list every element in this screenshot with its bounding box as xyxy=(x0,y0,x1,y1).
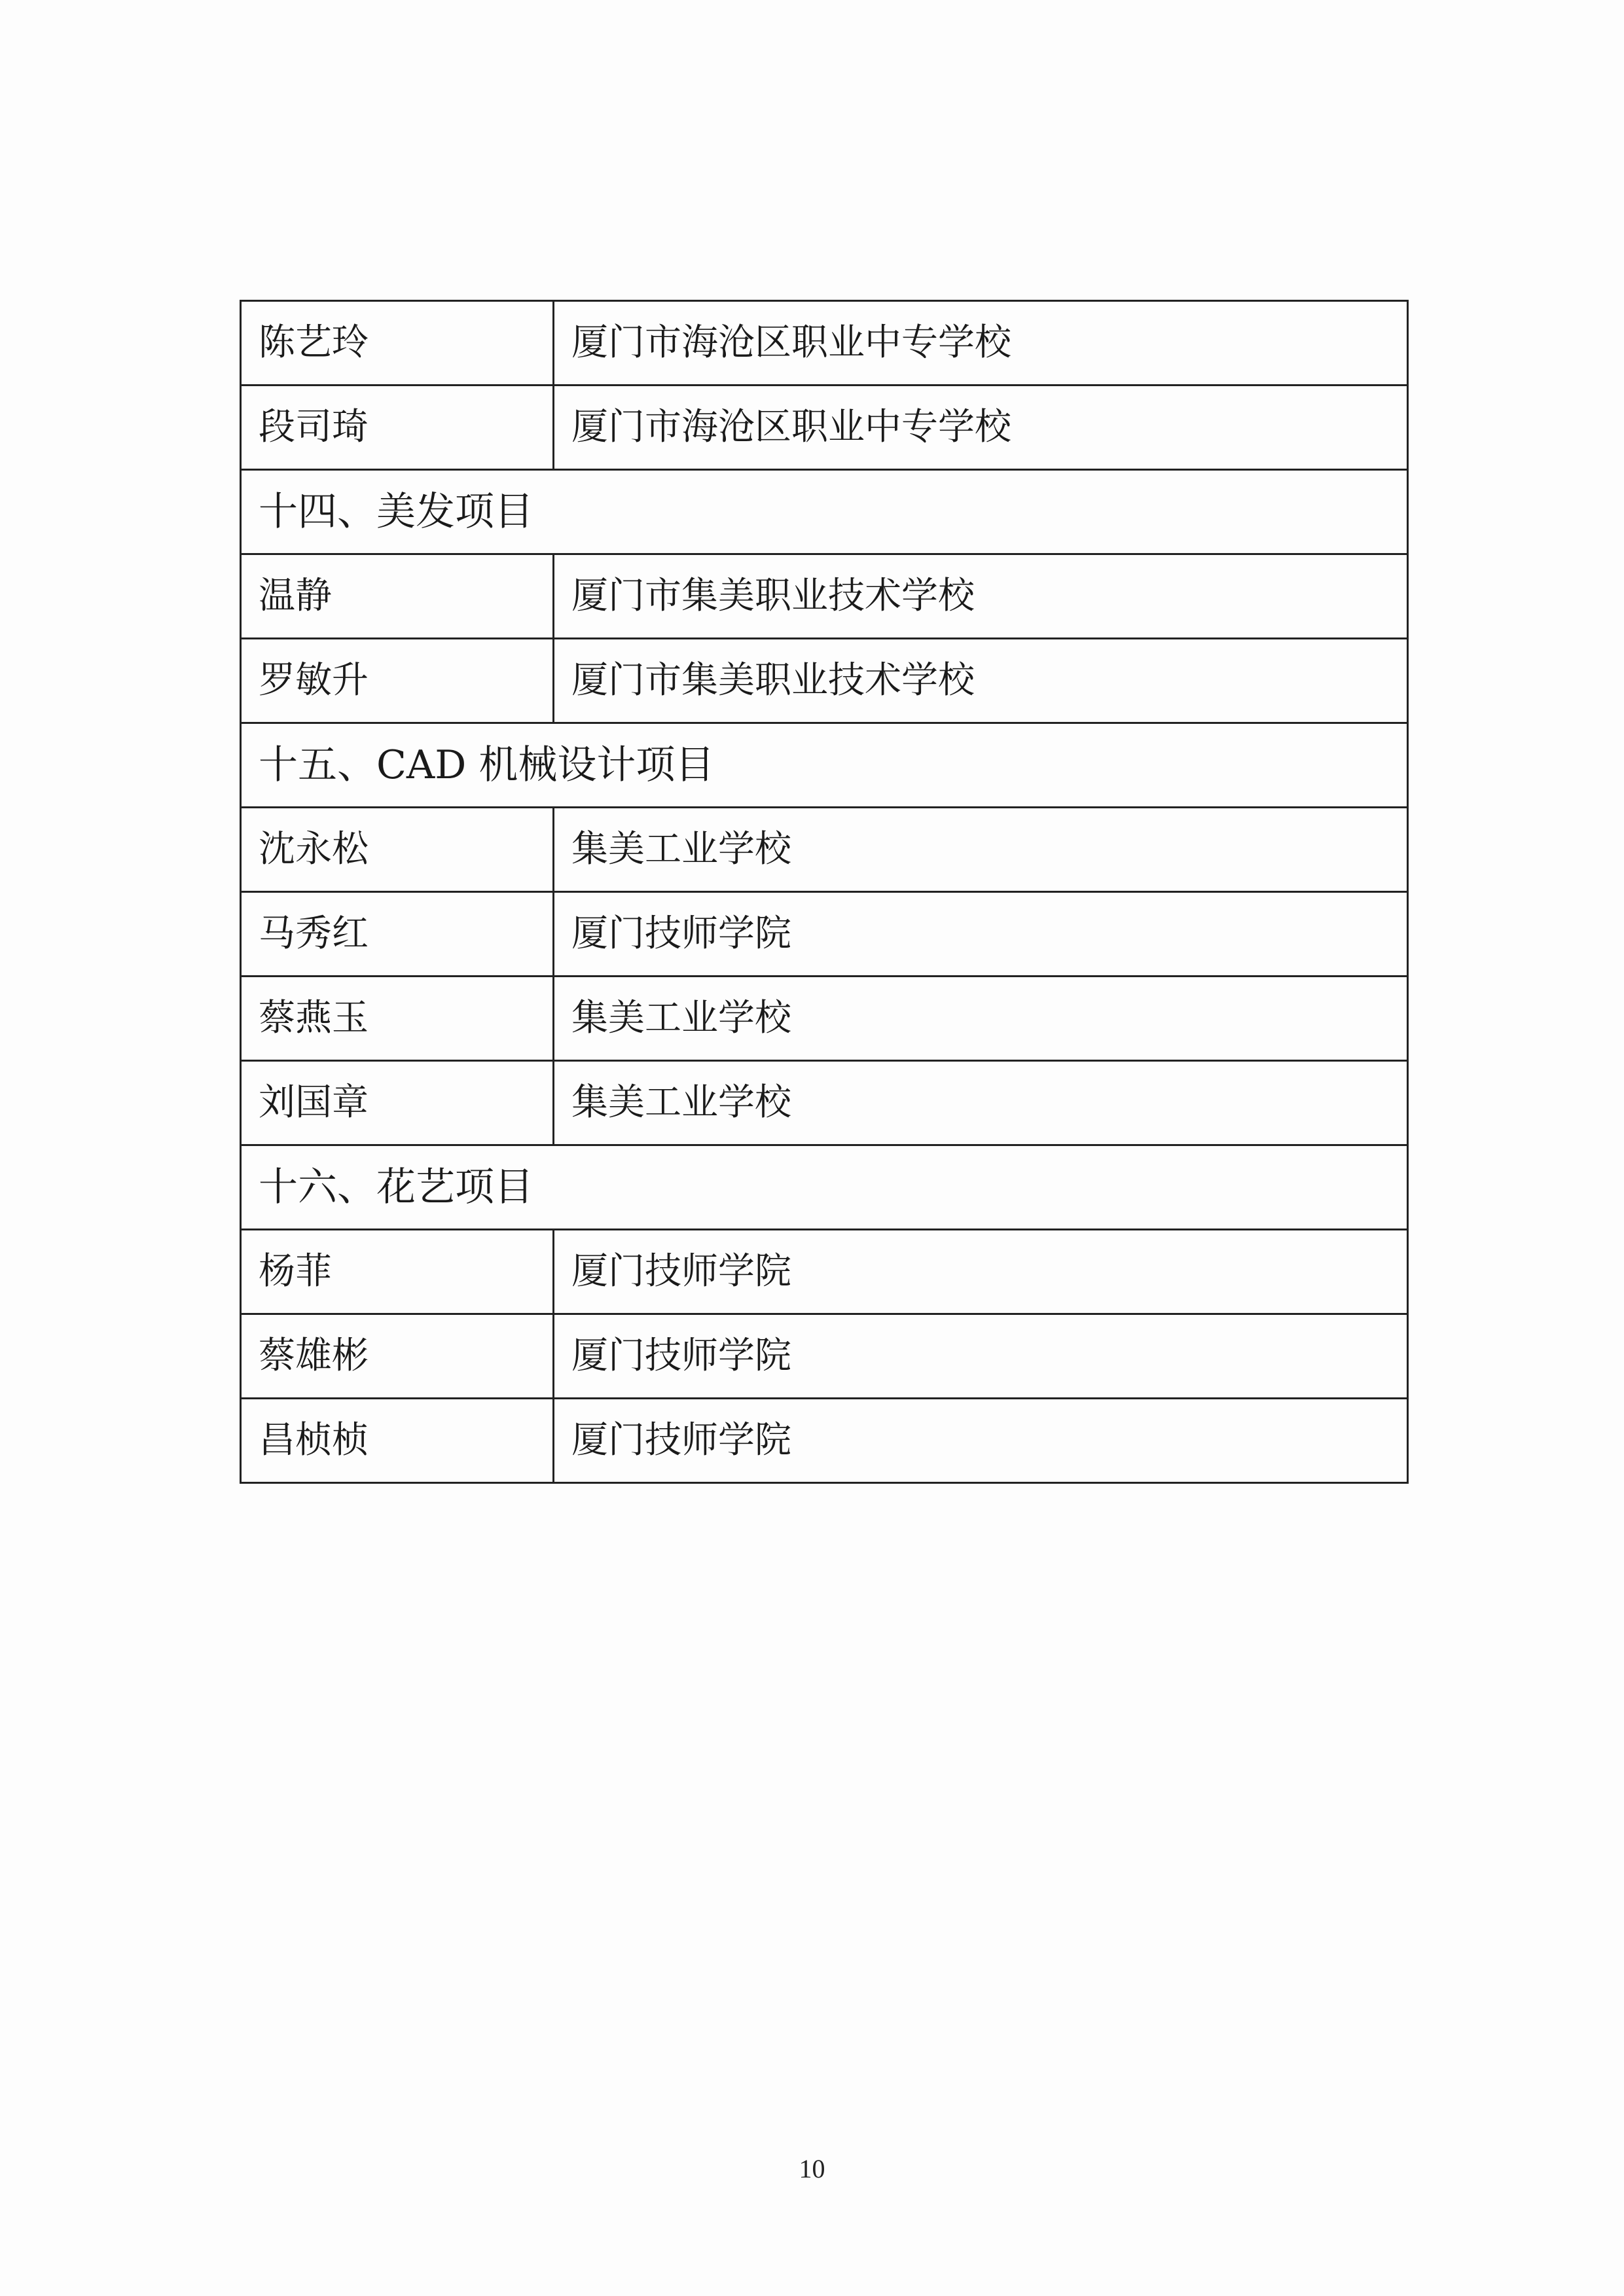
school-name: 厦门技师学院 xyxy=(554,892,1408,977)
table-row xyxy=(241,1061,1408,1145)
table-row xyxy=(241,977,1408,1061)
school-name: 集美工业学校 xyxy=(554,977,1408,1061)
table-row xyxy=(241,1230,1408,1314)
section-header-row xyxy=(241,1145,1408,1230)
table-row xyxy=(241,554,1408,639)
section-title: 十五、CAD 机械设计项目 xyxy=(241,723,1408,808)
person-name: 马秀红 xyxy=(241,892,554,977)
school-name: 厦门市海沧区职业中专学校 xyxy=(554,386,1408,470)
school-name: 厦门技师学院 xyxy=(554,1314,1408,1399)
person-name: 刘国章 xyxy=(241,1061,554,1145)
section-title: 十六、花艺项目 xyxy=(241,1145,1408,1230)
person-name: 罗敏升 xyxy=(241,639,554,723)
school-name: 厦门技师学院 xyxy=(554,1230,1408,1314)
table-row xyxy=(241,808,1408,892)
section-title: 十四、美发项目 xyxy=(241,470,1408,554)
person-name: 沈永松 xyxy=(241,808,554,892)
section-header-row xyxy=(241,723,1408,808)
person-name: 杨菲 xyxy=(241,1230,554,1314)
school-name: 厦门市海沧区职业中专学校 xyxy=(554,301,1408,386)
roster-table-body xyxy=(241,301,1408,1483)
person-name: 蔡燕玉 xyxy=(241,977,554,1061)
person-name: 温静 xyxy=(241,554,554,639)
person-name: 陈艺玲 xyxy=(241,301,554,386)
page-number: 10 xyxy=(799,2154,825,2183)
table-row xyxy=(241,386,1408,470)
school-name: 厦门市集美职业技术学校 xyxy=(554,639,1408,723)
person-name: 昌桢桢 xyxy=(241,1399,554,1483)
school-name: 厦门技师学院 xyxy=(554,1399,1408,1483)
table-row xyxy=(241,1399,1408,1483)
section-header-row xyxy=(241,470,1408,554)
school-name: 集美工业学校 xyxy=(554,1061,1408,1145)
school-name: 厦门市集美职业技术学校 xyxy=(554,554,1408,639)
school-name: 集美工业学校 xyxy=(554,808,1408,892)
table-row xyxy=(241,1314,1408,1399)
table-row xyxy=(241,639,1408,723)
person-name: 段司琦 xyxy=(241,386,554,470)
table-row xyxy=(241,301,1408,386)
roster-table xyxy=(240,300,1409,1484)
person-name: 蔡雄彬 xyxy=(241,1314,554,1399)
table-row xyxy=(241,892,1408,977)
